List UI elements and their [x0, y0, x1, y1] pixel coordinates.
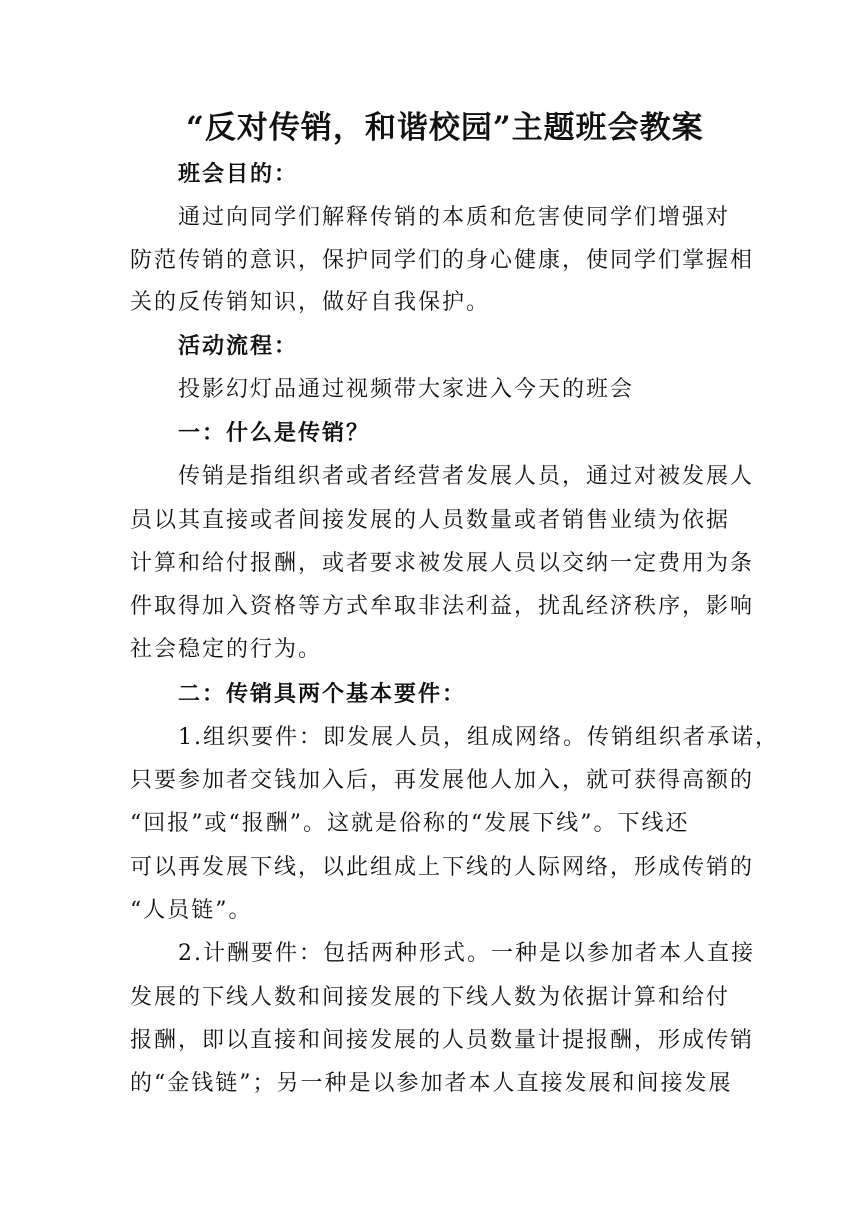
- element1-line-1: 1.组织要件：即发展人员，组成网络。传销组织者承诺，: [178, 725, 779, 750]
- purpose-line-2: 防范传销的意识，保护同学们的身心健康，使同学们掌握相: [130, 248, 755, 273]
- what-line-4: 件取得加入资格等方式牟取非法利益，扰乱经济秩序，影响: [130, 594, 755, 619]
- process-heading: 活动流程：: [178, 333, 299, 359]
- elements-heading: 二：传销具两个基本要件：: [178, 681, 467, 707]
- what-line-2: 员以其直接或者间接发展的人员数量或者销售业绩为依据: [130, 508, 731, 533]
- what-line-3: 计算和给付报酬，或者要求被发展人员以交纳一定费用为条: [130, 551, 755, 576]
- element1-line-5: “人员链”。: [130, 898, 253, 923]
- process-line: 投影幻灯品通过视频带大家进入今天的班会: [178, 377, 635, 402]
- purpose-heading: 班会目的：: [178, 161, 299, 187]
- element1-line-2: 只要参加者交钱加入后，再发展他人加入，就可获得高额的: [130, 768, 755, 793]
- element2-line-3: 报酬，即以直接和间接发展的人员数量计提报酬，形成传销: [130, 1028, 755, 1053]
- element2-line-1: 2.计酬要件：包括两种形式。一种是以参加者本人直接: [178, 941, 755, 966]
- purpose-line-3: 关的反传销知识，做好自我保护。: [130, 290, 491, 315]
- purpose-line-1: 通过向同学们解释传销的本质和危害使同学们增强对: [178, 205, 731, 230]
- what-line-5: 社会稳定的行为。: [130, 637, 323, 662]
- element2-line-2: 发展的下线人数和间接发展的下线人数为依据计算和给付: [130, 985, 731, 1010]
- what-line-1: 传销是指组织者或者经营者发展人员，通过对被发展人: [178, 464, 755, 489]
- element2-line-4: 的“金钱链”；另一种是以参加者本人直接发展和间接发展: [130, 1071, 733, 1096]
- what-heading: 一：什么是传销？: [178, 420, 371, 446]
- document-title: “反对传销，和谐校园”主题班会教案: [186, 110, 704, 146]
- element1-line-4: 可以再发展下线，以此组成上下线的人际网络，形成传销的: [130, 855, 755, 880]
- element1-line-3: “回报”或“报酬”。这就是俗称的“发展下线”。下线还: [130, 811, 690, 836]
